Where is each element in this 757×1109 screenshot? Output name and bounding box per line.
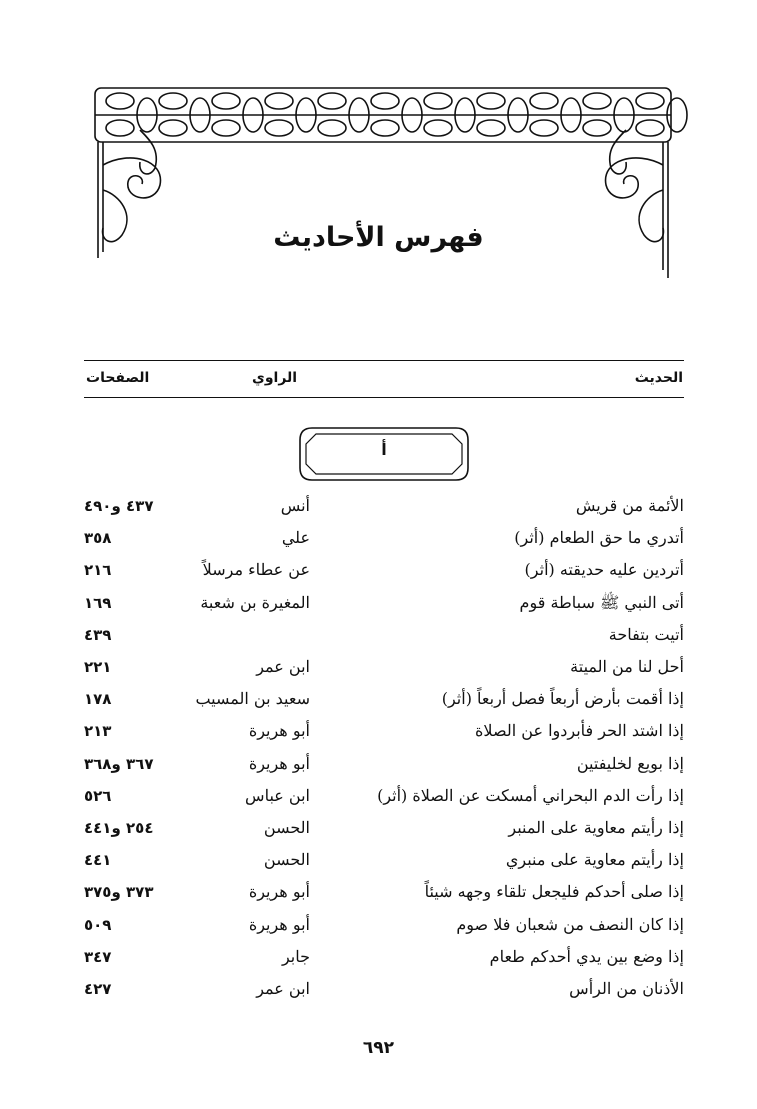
- narrator-name: علي: [281, 528, 310, 548]
- hadith-text: الأئمة من قريش: [575, 496, 684, 515]
- page-refs: ٣٦٧ و٣٦٨: [84, 754, 154, 773]
- index-row: [84, 876, 684, 908]
- index-row: [84, 909, 684, 941]
- page-refs: ٢٥٤ و٤٤١: [84, 819, 154, 837]
- hadith-text: الأذنان من الرأس: [569, 979, 684, 998]
- hadith-text: إذا رأيتم معاوية على منبري: [505, 850, 684, 870]
- hadith-text: إذا صلى أحدكم فليجعل تلقاء وجهه شيئاً: [424, 882, 684, 902]
- index-row: [84, 522, 684, 554]
- page-refs: ٢٢١: [84, 658, 112, 676]
- index-row: [84, 812, 684, 844]
- column-header-pages: الصفحات: [86, 370, 150, 386]
- header-rule-bottom: [84, 397, 684, 398]
- page-refs: ٤٤١: [84, 851, 112, 870]
- narrator-name: أبو هريرة: [248, 721, 310, 741]
- hadith-text: إذا بويع لخليفتين: [576, 753, 684, 773]
- narrator-name: المغيرة بن شعبة: [200, 592, 310, 612]
- index-row: [84, 715, 684, 747]
- narrator-name: جابر: [281, 946, 310, 966]
- header-rule-top: [84, 360, 684, 361]
- page-refs: ٥٢٦: [84, 786, 112, 805]
- page-refs: ٥٠٩: [84, 915, 112, 934]
- page-number: ٦٩٢: [362, 1038, 395, 1058]
- index-row: [84, 490, 684, 522]
- page-refs: ٣٤٧: [84, 947, 112, 966]
- ornamental-frame: [0, 0, 757, 300]
- hadith-text: إذا وضع بين يدي أحدكم طعام: [489, 946, 684, 966]
- narrator-name: سعيد بن المسيب: [195, 689, 310, 709]
- narrator-name: الحسن: [263, 850, 310, 870]
- narrator-name: الحسن: [263, 818, 310, 837]
- index-row: [84, 748, 684, 780]
- page-refs: ١٦٩: [84, 593, 112, 612]
- index-row: [84, 973, 684, 1005]
- narrator-name: أبو هريرة: [248, 914, 310, 934]
- hadith-text: أتردين عليه حديقته (أثر): [524, 560, 684, 580]
- narrator-name: أبو هريرة: [248, 882, 310, 902]
- index-row: [84, 619, 684, 651]
- page-refs: ١٧٨: [84, 690, 112, 709]
- hadith-text: إذا أقمت بأرض أربعاً فصل أربعاً (أثر): [441, 689, 684, 709]
- narrator-name: ابن عمر: [256, 657, 310, 676]
- hadith-text: أتيت بتفاحة: [608, 624, 684, 644]
- index-row: [84, 844, 684, 876]
- hadith-text: أحل لنا من الميتة: [570, 657, 684, 676]
- page-refs: ٣٧٣ و٣٧٥: [84, 883, 154, 902]
- hadith-text: إذا اشتد الحر فأبردوا عن الصلاة: [475, 721, 684, 741]
- page-refs: ٣٥٨: [84, 529, 112, 548]
- index-row: [84, 587, 684, 619]
- narrator-name: أنس: [280, 496, 310, 515]
- index-row: [84, 683, 684, 715]
- column-header-narrator: الراوي: [252, 370, 298, 386]
- page-refs: ٤٢٧: [84, 980, 112, 998]
- narrator-name: أبو هريرة: [248, 753, 310, 773]
- hadith-text: إذا رأيتم معاوية على المنبر: [508, 818, 684, 837]
- page-refs: ٤٣٧ و٤٩٠: [84, 497, 154, 515]
- page-refs: ٢١٣: [84, 722, 112, 741]
- page-refs: ٢١٦: [84, 561, 112, 580]
- hadith-text: أتى النبي ﷺ سباطة قوم: [519, 592, 684, 612]
- page-refs: ٤٣٩: [84, 625, 112, 644]
- index-row: [84, 554, 684, 586]
- narrator-name: ابن عباس: [245, 785, 310, 805]
- hadith-text: أتدري ما حق الطعام (أثر): [514, 528, 684, 548]
- page-title: فهرس الأحاديث: [273, 222, 484, 253]
- index-row: [84, 780, 684, 812]
- hadith-text: إذا رأت الدم البحراني أمسكت عن الصلاة (أثر): [377, 785, 684, 805]
- section-letter: أ: [381, 440, 387, 459]
- index-row: [84, 941, 684, 973]
- narrator-name: عن عطاء مرسلاً: [202, 560, 310, 580]
- hadith-text: إذا كان النصف من شعبان فلا صوم: [456, 914, 684, 934]
- narrator-name: ابن عمر: [256, 979, 310, 998]
- index-row: [84, 651, 684, 683]
- column-header-hadith: الحديث: [634, 370, 683, 386]
